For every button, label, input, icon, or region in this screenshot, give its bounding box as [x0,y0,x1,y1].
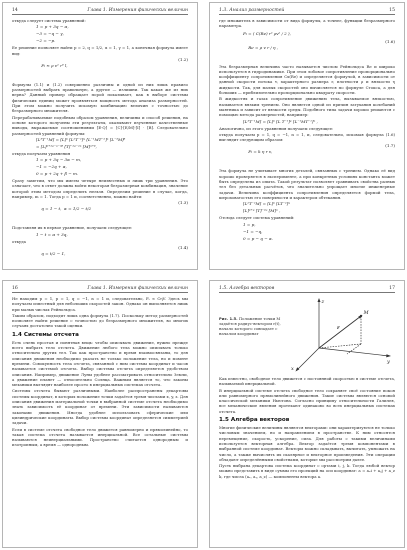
equation-line: 1 = p, [243,221,256,227]
axes-diagram [219,296,397,374]
equation-number: (1.3) [178,200,188,206]
page-header [219,286,395,293]
paragraph: Формулы (1.1) и (1.2) совершенно различны и одной из них лишь правило размерностей выбрать правильную, а другие — излишни. Так какая же из них верна? Данный пример обращает порой показывает, как в выборе системы физических единиц может проявляться мощность метода анализа размерностей. При этом можно получить искомую комбинацию величин с точностью до безразмерного множителя. [12,81,188,114]
equation [12,245,188,269]
paragraph: откуда получаем p = 1, q = −1, α = 1, и, следовательно, искомая формула (1.6) выглядит следующим образом: [219,131,395,143]
equation-body: q = t/2 − 1, [41,250,66,256]
paragraph: Многие физические величины являются векторами: они характеризуются не только числовым значением, но и направлением в пространстве. К ним относятся перемещение, скорость, ускорение, сила. Для работы с такими величинами используется векторная алгебра. Вектор задаётся тремя компонентами в выбранной системе координат. Векторы можно складывать, вычитать, умножать на число, а также вычислять их скалярное и векторное произведения. Эти операции обладают определёнными свойствами, которые мы рассмотрим далее. [219,425,395,462]
equation-number: (1.7) [385,143,395,149]
equation: Fₜ = ( C(Re) r² ρv² / 2 ), [243,30,291,36]
radius-vector [319,316,361,348]
equation: [L³T⁻¹M] = [L]ᵖ [L²T⁻²]ᵠ [L⁻¹MT⁻²]ᵅ [L⁻³M]ᵝ [36,136,126,142]
equation: [L²T⁻²M] = [L]ᵖ [LT⁻²]ᵠ [243,201,291,207]
equation [12,57,188,81]
paragraph: Эта безразмерная величина часто называется числом Рейнольдса Re и широко используется в гидродинамике. При этом лобовое сопротивление пропорционально коэффициенту сопротивления Cx(Re) и определяется формулой, в зависимости от данной скорости потока v, характерного размера r, плотности ρ и вязкости η жидкости. Так, для малых скоростей оно вычисляется по формуле Стокса, а для больших — приблизительно пропорционально квадрату скорости. [219,63,395,96]
equation-line: 1 = p + 3q − α, [36,24,69,30]
paragraph: Системы отсчета бывают различными. Наиболее распространены декартовы системы координат, в которых положение точки задаётся тремя числами x, y, z. Для описания движения материальной точки в выбранной системе отсчета необходимо знать зависимость её координат от времени. Эти зависимости называются законами движения. Иногда удобнее использовать сферические или цилиндрические координаты. Выбор системы координат определяется симметрией задачи. [12,388,188,426]
book-page-17 [209,280,405,548]
x-axis [297,348,319,370]
paragraph: Ее решение позволяет найти p = 2, q = 1/2, α = 1, γ = 1, а конечная формула имеет вид: [12,45,188,56]
page-number: 17 [389,286,395,291]
page-number: 16 [12,286,18,291]
section-title: 1.3. Анализ размерностей [219,8,285,13]
point-marker [360,315,362,317]
axis-label-z: z [321,299,325,305]
point-label: M [363,310,369,316]
paragraph: Эта формула не учитывает многих деталей, связанных с трением. Однако её вид хорошо проверяется в эксперименте, а при конкретных условиях константа может быть определена из опыта. Такой результат позволяет сравнивать свойства разных тел без детальных расчётов, что значительно упрощает многие инженерные задачи. Величина коэффициента сопротивления определяется формой тела, шероховатостью его поверхности и характером обтекания. [219,168,395,200]
equation-line: −1 = −q, [243,228,263,234]
section-title: 1.5. Алгебра векторов [219,286,275,291]
book-page-14 [2,2,198,270]
equation-number: (1.6) [385,38,395,44]
equation [219,143,395,167]
page-header [219,8,395,15]
paragraph: Подставляя их в первое уравнение, получаем следующее: [12,225,133,231]
paragraph: Таким образом, подходит лишь одна формула (1.7). Поскольку метод размерностей позволяет найти решение с точностью до безразмерного множителя, во многих случаях достаточно такой оценки. [12,312,188,329]
equation [12,200,188,224]
equation: [L³T⁻¹M] = [L]ᵖ [L T⁻¹]ᵠ [L⁻¹MT⁻¹]ᵅ , [243,118,318,124]
section-heading: 1.4 Системы отсчета [12,331,79,338]
equation-body: q = 1 − t, α = 1/2 − t/2 [41,206,92,212]
equation-number: (1.4) [178,244,188,250]
figure-caption-label: Рис. 1.5. [219,316,238,321]
equation-line: 0 = p − q − α. [243,235,274,241]
equation-line: 1 − t = α + 3q, [36,231,68,237]
equation [219,39,395,63]
paragraph: Аналогично, из этого уравнения получаем следующее: [219,125,334,131]
axis-label-x: x [291,366,294,372]
page-number: 15 [389,8,395,13]
paragraph: откуда [12,238,26,244]
chapter-title: Глава 1. Измерения физических величин [87,286,188,291]
vector-label: r [337,325,340,331]
z-arrow-icon [318,298,321,302]
paragraph: Как известно, свободное тело движется с постоянной скоростью в системе отсчета, называемой инерциальной. [219,376,395,387]
book-page-15 [209,2,405,270]
equation-line: −3 = −q − γ, [36,31,64,37]
paragraph: В жидкостях и газах сопротивление движению тела, вызываемое вязкостью, называется вязким трением. Оно является одной из причин затухания колебаний маятника и зависит от вязкости среды. Подобного типа задачи хорошо решаются с помощью метода размерностей, например: [219,96,395,118]
equation: = [L]ᵖ⁺²ᵠ⁻ᵅ⁻³ᵝ [T]⁻²ᵠ⁻²ᵅ [M]ᵅ⁺ᵝ, [36,143,97,149]
paragraph: Перерабатываемые подобным образом уравнения, величины и способ решения, на основе которого получены эти результаты, оказывают изученные качественные выводы, выражаемые соотношениями [E·Q] = [C]·[E/M]·[I] · [B]. Следовательно размерностей уравнений формулы: [12,114,188,136]
paragraph: откуда следует система уравнений: [12,18,86,23]
equation-line: −1 = −2q + α, [36,164,67,170]
equation-body: Fₜ = k η r v, [248,149,273,155]
paragraph: Пусть выбрана декартова система координат с ортами i, j, k. Тогда любой вектор можно представить в виде суммы его проекций на оси координат: a = aₓi + aᵧj + a_z k, где числа (aₓ, aᵧ, a_z) — компоненты вектора a. [219,463,395,479]
figure-caption-text: Положение точки M задаётся радиус-вектором r(t), начало которого совпадает с началом координат [219,316,281,336]
page-header [12,8,188,15]
page-number: 14 [12,8,18,13]
equation: [L]ᵖ⁺ᵠ [T]⁻²ᵠ [M]ᵅ , [243,208,281,214]
paragraph: где множитель в зависимости от вида формулы, а точнее, функции безразмерного параметра. [219,18,395,29]
chapter-title: Глава 1. Измерения физических величин [87,8,188,13]
book-page-16 [2,280,198,548]
page-header [12,286,188,293]
paragraph: Сразу заметим, что мы имеем четыре неизвестных и лишь три уравнения. Это означает, что в ответ должна войти некоторая безразмерная комбинация, значение которой этим методом определить нельзя. Определим решение в случае, когда, например, m = 1. Тогда p = 1 и, соответственно, можно найти: [12,178,188,200]
paragraph: Не находим p = 1, p = 1, q = −1, α = 1 и, следовательно, Fₜ ≈ CηV. Здесь мы получаем известный для небольших скоростей закон. Однако он выполняется лишь при малых числах Рейнольдса. [12,296,188,312]
equation-body: Re = ρ v r / η , [248,44,279,50]
equation-line: −2 = −p. [36,38,56,44]
figure-coordinate-system [219,296,395,374]
equation-number: (1.2) [178,56,188,62]
paragraph: В инерциальной системе отсчета свободное тело сохраняет своё состояние покоя или равномерного прямолинейного движения. Такие системы являются основой классической механики Ньютона. Согласно принципу относительности Галилея, все механические явления протекают одинаково во всех инерциальных системах отсчета. [219,387,395,414]
paragraph: Есть очень простая и понятная вещь: чтобы описывать движение, нужно прежде всего выбрать тело отсчета. Движение любого тела можно описывать только относительно других тел. Так как пространство и время взаимосвязаны, то для описания движения необходимо указать не только положение тела, но и момент времени. Совокупность тела отсчета, связанной с ним системы координат и часов называется системой отсчета. Выбор системы отсчета определяется удобством описания. Например, движение Луны удобнее рассматривать относительно Земли, а движение планет — относительно Солнца. Важным является то, что законы механики выглядят наиболее просто в инерциальных системах отсчета. [12,339,188,388]
equation-line: 0 = p + 2q + β − m. [36,171,79,177]
equation-body: Fₜ ≈ ρ v² r⁴ l, [41,62,68,68]
projection-line [319,344,361,348]
paragraph: Если в системе отсчета свободное тело движется равномерно и прямолинейно, то такая система отсчета называется инерциальной. Все остальные системы называются неинерциальными. Пространство считается однородным и изотропным, а время — однородным. [12,426,188,448]
y-arrow-icon [386,354,391,357]
section-heading: 1.5 Алгебра векторов [219,417,290,424]
equation-line: 1 = p + 3q − 3α − m, [36,157,82,163]
paragraph: Отсюда следует система уравнений: [219,215,295,221]
axis-label-y: y [387,359,390,365]
paragraph: откуда получаем уравнения [12,150,71,156]
